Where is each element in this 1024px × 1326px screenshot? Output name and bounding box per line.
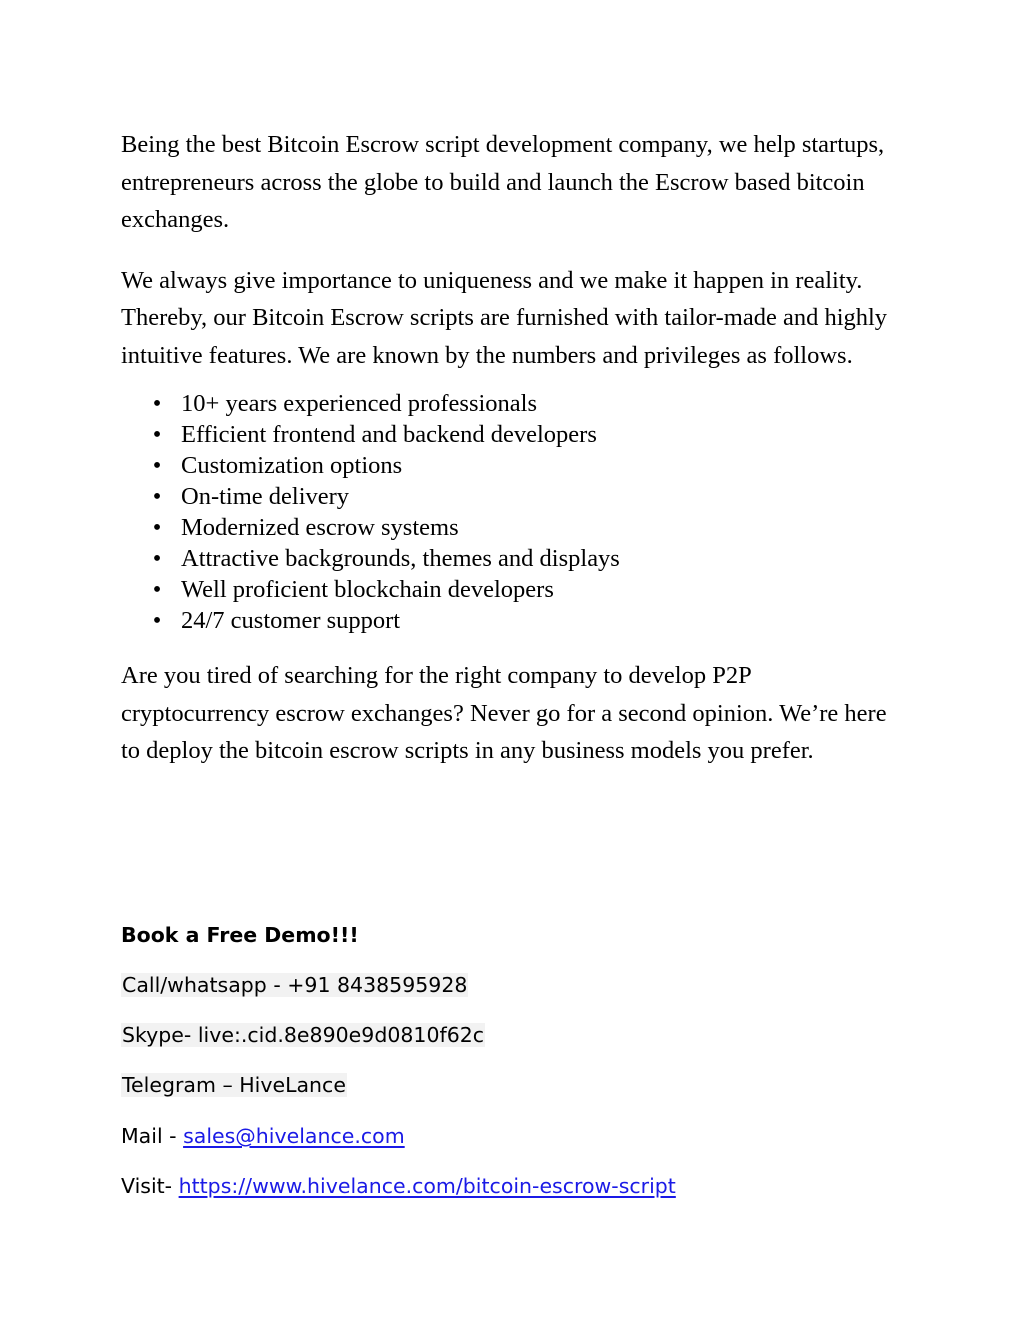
list-item bbox=[121, 605, 901, 636]
skype-line bbox=[121, 1020, 485, 1050]
feature-text: Attractive backgrounds, themes and displays bbox=[181, 545, 620, 572]
website-link[interactable]: https://www.hivelance.com/bitcoin-escrow-script bbox=[178, 1174, 676, 1198]
phone-line bbox=[121, 970, 468, 1000]
telegram-text: Telegram – HiveLance bbox=[122, 1073, 346, 1097]
list-item bbox=[121, 450, 901, 481]
feature-text: Customization options bbox=[181, 452, 403, 479]
bullet-icon: • bbox=[152, 576, 162, 603]
bullet-icon: • bbox=[152, 452, 162, 479]
bullet-icon: • bbox=[152, 421, 162, 448]
visit-line bbox=[121, 1171, 676, 1201]
feature-list bbox=[121, 388, 901, 636]
phone-text: Call/whatsapp - +91 8438595928 bbox=[122, 973, 468, 997]
feature-text: On-time delivery bbox=[181, 483, 350, 510]
feature-text: Modernized escrow systems bbox=[181, 514, 459, 541]
list-item bbox=[121, 481, 901, 512]
skype-text: Skype- live:.cid.8e890e9d0810f62c bbox=[122, 1023, 485, 1047]
mail-line bbox=[121, 1121, 405, 1151]
closing-paragraph: Are you tired of searching for the right company to develop P2P cryptocurrency escrow exchanges? Never go for a second opinion. We’re here to deploy the bitcoin escrow scripts in any business models you prefer. bbox=[121, 662, 887, 764]
bullet-icon: • bbox=[152, 545, 162, 572]
list-item bbox=[121, 419, 901, 450]
demo-heading: Book a Free Demo!!! bbox=[121, 923, 359, 947]
list-item bbox=[121, 512, 901, 543]
bullet-icon: • bbox=[152, 390, 162, 417]
feature-text: 10+ years experienced professionals bbox=[181, 390, 538, 417]
bullet-icon: • bbox=[152, 483, 162, 510]
bullet-icon: • bbox=[152, 607, 162, 634]
intro-paragraph: Being the best Bitcoin Escrow script development company, we help startups, entrepreneurs across the globe to build and launch the Escrow based bitcoin exchanges. bbox=[121, 131, 885, 233]
mail-link[interactable]: sales@hivelance.com bbox=[183, 1124, 405, 1148]
feature-text: 24/7 customer support bbox=[181, 607, 401, 634]
uniqueness-paragraph: We always give importance to uniqueness and we make it happen in reality. Thereby, our Bitcoin Escrow scripts are furnished with tailor-made and highly intuitive features. We are known by the numbers and privileges as follows. bbox=[121, 266, 888, 369]
mail-label: Mail - bbox=[121, 1124, 184, 1148]
telegram-line bbox=[121, 1070, 347, 1100]
feature-text: Efficient frontend and backend developers bbox=[181, 421, 597, 448]
document-body bbox=[121, 126, 901, 770]
visit-label: Visit- bbox=[121, 1174, 179, 1198]
list-item bbox=[121, 543, 901, 574]
bullet-icon: • bbox=[152, 514, 162, 541]
list-item bbox=[121, 574, 901, 605]
list-item bbox=[121, 388, 901, 419]
feature-text: Well proficient blockchain developers bbox=[181, 576, 554, 603]
